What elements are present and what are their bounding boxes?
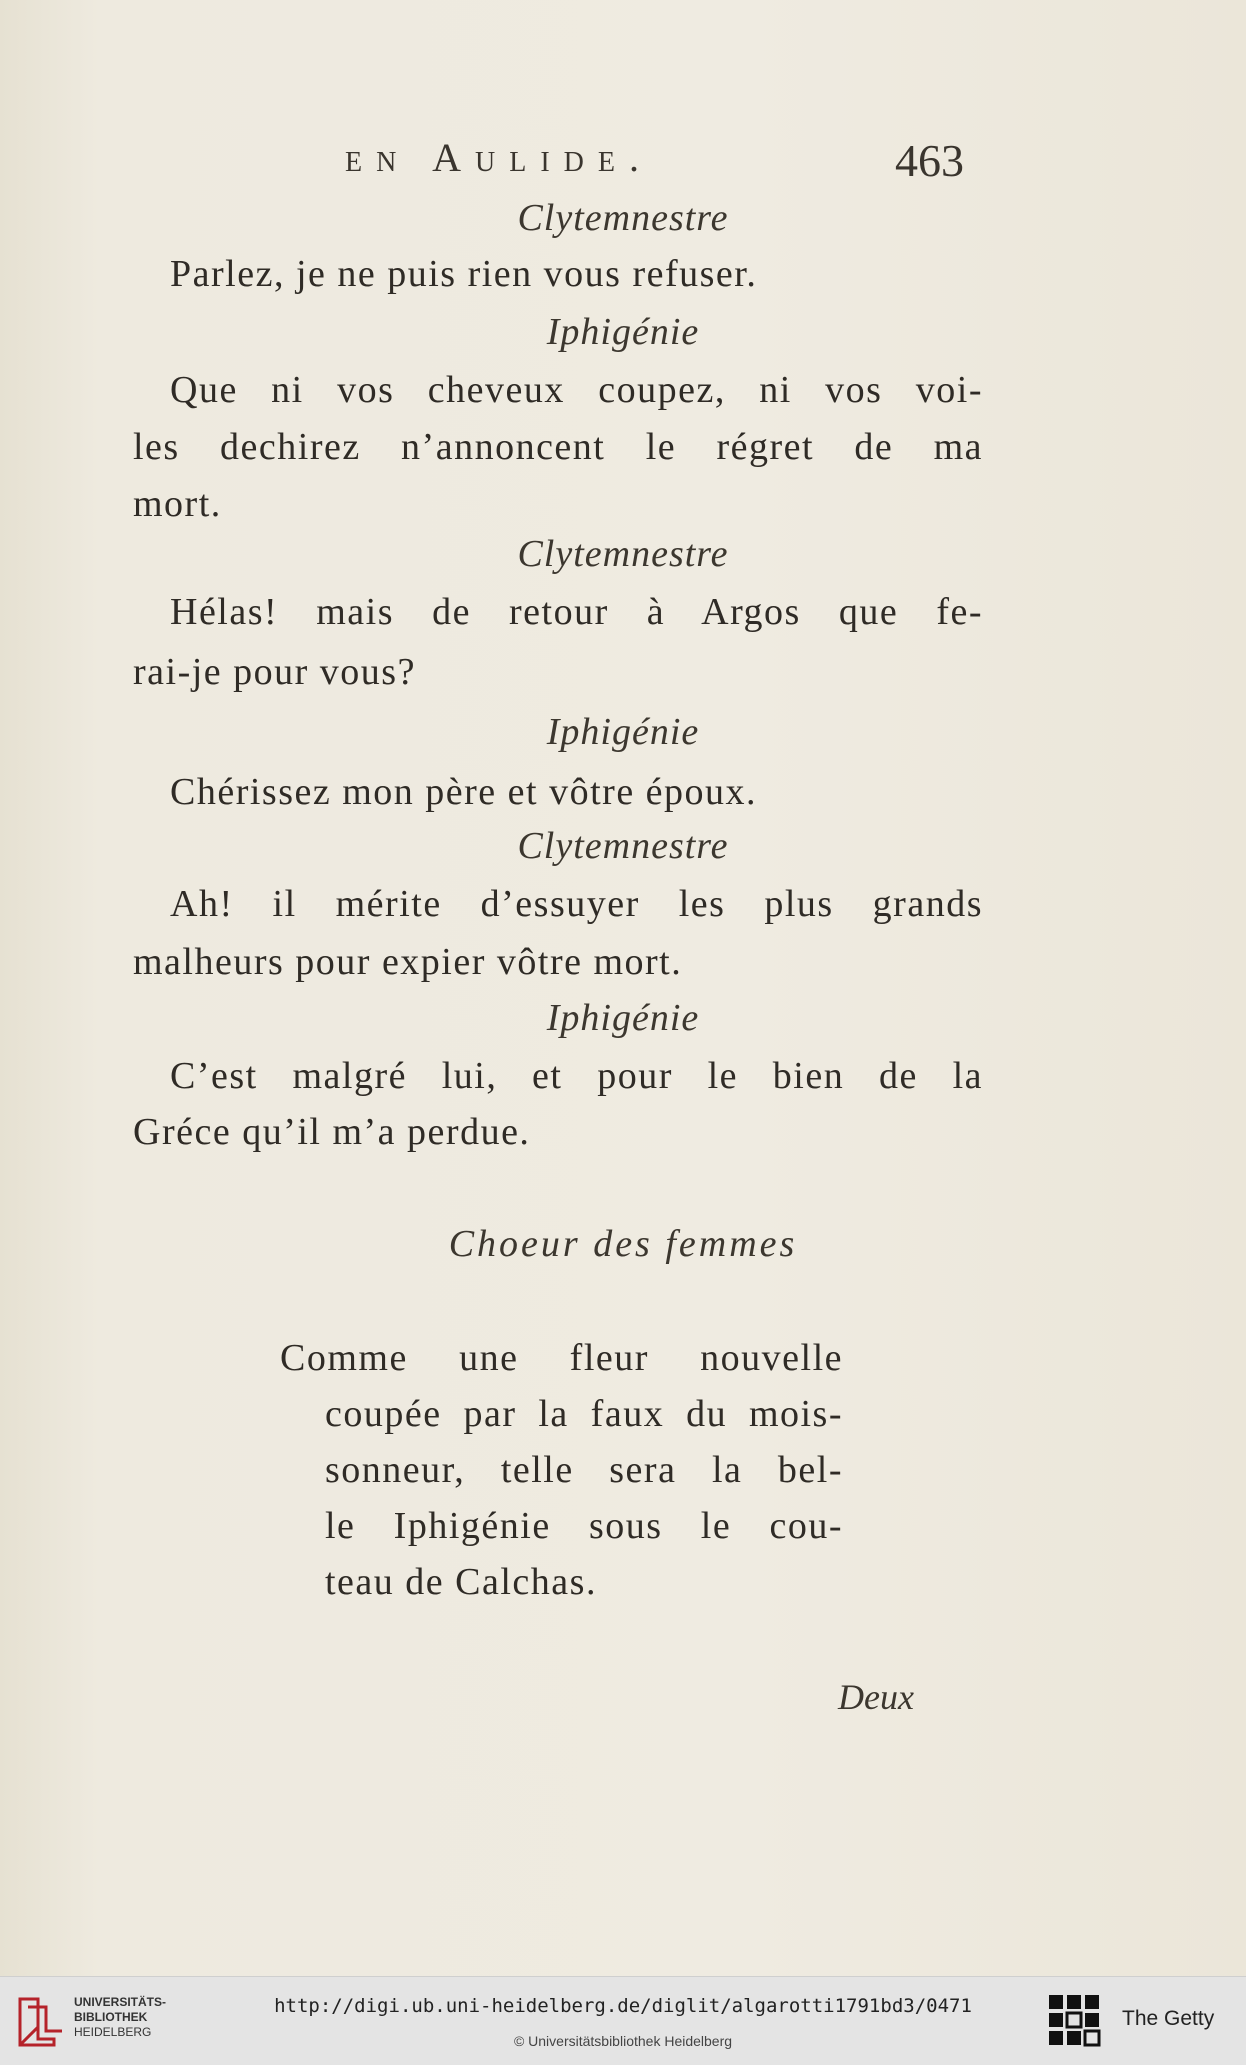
speaker-name: Clytemnestre: [517, 197, 729, 239]
text-line: Hélas! mais de retour à Argos que fe-: [170, 591, 983, 633]
text-line: Parlez, je ne puis rien vous refuser.: [170, 253, 758, 295]
text-line: les dechirez n’annoncent le régret de ma: [133, 426, 983, 468]
text-line: Gréce qu’il m’a perdue.: [133, 1111, 531, 1153]
copyright-notice: © Universitätsbibliothek Heidelberg: [513, 2033, 733, 2049]
speaker-name: Iphigénie: [546, 997, 700, 1039]
text-line: malheurs pour expier vôtre mort.: [133, 941, 683, 983]
permalink-url[interactable]: http://digi.ub.uni-heidelberg.de/diglit/algarotti1791bd3/0471: [274, 1995, 972, 2017]
verse-line: le Iphigénie sous le cou-: [325, 1505, 843, 1547]
speaker-name: Clytemnestre: [517, 825, 729, 867]
verse-line: coupée par la faux du mois-: [325, 1393, 843, 1435]
library-name-line: HEIDELBERG: [74, 2025, 152, 2039]
text-line: Que ni vos cheveux coupez, ni vos voi-: [170, 369, 983, 411]
chorus-title: Choeur des femmes: [448, 1223, 798, 1265]
verse-line: sonneur, telle sera la bel-: [325, 1449, 843, 1491]
verse-line: teau de Calchas.: [325, 1561, 597, 1603]
catchword: Deux: [838, 1677, 914, 1717]
text-line: Ah! il mérite d’essuyer les plus grands: [170, 883, 983, 925]
library-name-line: UNIVERSITÄTS-: [74, 1995, 167, 2009]
text-line: Chérissez mon père et vôtre époux.: [170, 771, 758, 813]
verse-line: Comme une fleur nouvelle: [280, 1337, 843, 1379]
getty-name: The Getty: [1122, 2007, 1215, 2030]
speaker-name: Clytemnestre: [517, 533, 729, 575]
library-name-line: BIBLIOTHEK: [74, 2010, 148, 2024]
viewer-footer: [0, 1976, 1246, 2065]
page-header: [0, 134, 1246, 194]
text-line: rai-je pour vous?: [133, 651, 416, 693]
running-head: en Aulide.: [345, 135, 653, 180]
text-line: C’est malgré lui, et pour le bien de la: [170, 1055, 983, 1097]
text-line: mort.: [133, 483, 222, 525]
getty-logo-icon: [1047, 1993, 1101, 2049]
speaker-name: Iphigénie: [546, 711, 700, 753]
speaker-name: Iphigénie: [546, 311, 700, 353]
page-number: 463: [895, 135, 964, 186]
